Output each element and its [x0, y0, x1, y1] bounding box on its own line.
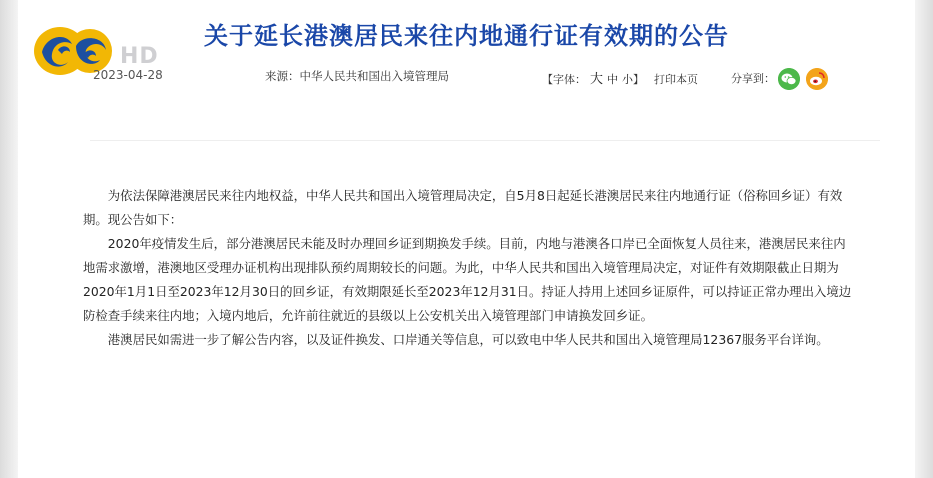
font-size-close: 】	[633, 73, 645, 86]
font-size-medium-button[interactable]: 中	[607, 73, 619, 86]
header-divider	[90, 140, 880, 141]
font-size-small-button[interactable]: 小	[622, 73, 634, 86]
body-paragraph: 2020年疫情发生后，部分港澳居民未能及时办理回乡证到期换发手续。目前，内地与港澳各口岸已全面恢复人员往来，港澳居民来往内地需求激增，港澳地区受理办证机构出现排队预约周期较长的问题。为此，中华人民共和国出入境管理局决定，对证件有效期限截止日期为2020年1月1日至2023年12月30日的回乡证，有效期限延长至2023年12月31日。持证人持用上述回乡证原件，可以持证正常办理出入境边防检查手续来往内地；入境内地后，允许前往就近的县级以上公安机关出入境管理部门申请换发回乡证。	[83, 236, 852, 323]
page-title: 关于延长港澳居民来往内地通行证有效期的公告	[204, 22, 729, 50]
weibo-icon[interactable]	[806, 68, 828, 90]
article-body	[83, 184, 853, 352]
page-edge-left	[0, 0, 18, 478]
page-edge-right	[915, 0, 933, 478]
hd-watermark: HD	[120, 44, 159, 69]
print-page-link[interactable]: 打印本页	[654, 73, 699, 86]
body-paragraph: 港澳居民如需进一步了解公告内容，以及证件换发、口岸通关等信息，可以致电中华人民共和国出入境管理局12367服务平台详询。	[107, 332, 829, 347]
share-label: 分享到：	[731, 72, 775, 85]
font-size-controls	[542, 68, 698, 87]
font-size-large-button[interactable]: 大	[590, 72, 604, 87]
article-source: 来源：中华人民共和国出入境管理局	[265, 69, 449, 83]
font-size-label: 【字体：	[542, 73, 586, 86]
wechat-icon[interactable]	[778, 68, 800, 90]
body-paragraph: 为依法保障港澳居民来往内地权益，中华人民共和国出入境管理局决定，自5月8日起延长港澳居民来往内地通行证（俗称回乡证）有效期。现公告如下：	[83, 188, 843, 227]
publish-date: 2023-04-28	[93, 68, 163, 82]
